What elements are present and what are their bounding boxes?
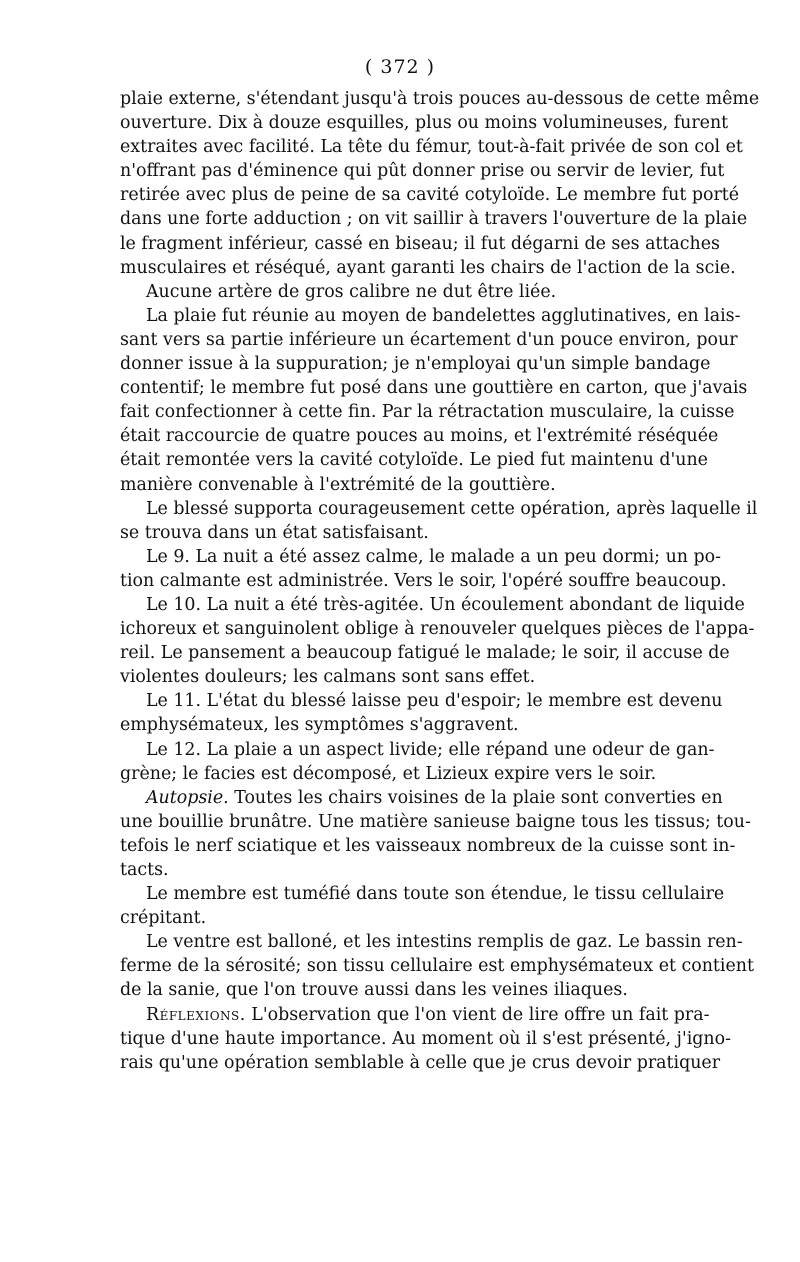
text-line: Le 12. La plaie a un aspect livide; elle répand une odeur de gan- bbox=[146, 739, 715, 760]
paragraph bbox=[120, 545, 727, 593]
text-line: se trouva dans un état satisfaisant. bbox=[120, 522, 429, 543]
text-line: ferme de la sérosité; son tissu cellulaire est emphysémateux et contient bbox=[120, 956, 754, 977]
text-line: fait confectionner à cette fin. Par la rétractation musculaire, la cuisse bbox=[120, 402, 735, 423]
paragraph bbox=[120, 1003, 731, 1075]
text-line: contentif; le membre fut posé dans une gouttière en carton, que j'avais bbox=[120, 378, 748, 399]
text-line bbox=[120, 786, 723, 810]
text-fragment: L'observation que l'on vient de lire offre un fait pra- bbox=[245, 1004, 710, 1025]
paragraph bbox=[120, 689, 723, 737]
text-line: sant vers sa partie inférieure un écartement d'un pouce environ, pour bbox=[120, 329, 738, 350]
text-line: ichoreux et sanguinolent oblige à renouveler quelques pièces de l'appa- bbox=[120, 619, 755, 640]
text-line: le fragment inférieur, cassé en biseau; il fut dégarni de ses attaches bbox=[120, 233, 720, 254]
text-line: crépitant. bbox=[120, 908, 207, 929]
body-text bbox=[120, 87, 760, 1075]
text-line: rais qu'une opération semblable à celle que je crus devoir pratiquer bbox=[120, 1052, 721, 1073]
text-line: retirée avec plus de peine de sa cavité cotyloïde. Le membre fut porté bbox=[120, 185, 740, 206]
text-line: donner issue à la suppuration; je n'employai qu'un simple bandage bbox=[120, 354, 711, 375]
text-line bbox=[120, 1003, 710, 1027]
text-line: de la sanie, que l'on trouve aussi dans les veines iliaques. bbox=[120, 980, 628, 1001]
text-line: Le membre est tuméfié dans toute son étendue, le tissu cellulaire bbox=[146, 884, 725, 905]
paragraph bbox=[120, 280, 682, 304]
text-line: extraites avec facilité. La tête du fémur, tout-à-fait privée de son col et bbox=[120, 137, 743, 158]
paragraph bbox=[120, 738, 715, 786]
page-number: ( 372 ) bbox=[364, 56, 436, 78]
paragraph bbox=[120, 882, 725, 930]
text-line: tacts. bbox=[120, 860, 169, 880]
text-fragment: Toutes les chairs voisines de la plaie sont converties en bbox=[228, 787, 723, 808]
paragraph bbox=[120, 304, 748, 497]
paragraph bbox=[120, 786, 751, 882]
paragraph bbox=[120, 930, 754, 1002]
paragraph bbox=[120, 593, 755, 689]
text-line: tique d'une haute importance. Au moment où il s'est présenté, j'igno- bbox=[120, 1028, 731, 1049]
text-line: Le 11. L'état du blessé laisse peu d'espoir; le membre est devenu bbox=[146, 691, 723, 712]
paragraph bbox=[120, 87, 760, 280]
text-line: dans une forte adduction ; on vit saillir à travers l'ouverture de la plaie bbox=[120, 209, 748, 230]
text-line: manière convenable à l'extrémité de la gouttière. bbox=[120, 474, 556, 495]
text-line: était remontée vers la cavité cotyloïde. Le pied fut maintenu d'une bbox=[120, 450, 708, 471]
text-line: était raccourcie de quatre pouces au moins, et l'extrémité réséquée bbox=[120, 426, 719, 447]
text-line: n'offrant pas d'éminence qui pût donner prise ou servir de levier, fut bbox=[120, 161, 725, 182]
paragraph bbox=[120, 497, 758, 545]
text-line: La plaie fut réunie au moyen de bandelettes agglutinatives, en lais- bbox=[146, 305, 741, 326]
text-line: ouverture. Dix à douze esquilles, plus ou moins volumineuses, furent bbox=[120, 113, 729, 134]
text-line: Le 10. La nuit a été très-agitée. Un écoulement abondant de liquide bbox=[146, 594, 745, 615]
text-line: plaie externe, s'étendant jusqu'à trois pouces au-dessous de cette même bbox=[120, 89, 760, 109]
text-line: Le 9. La nuit a été assez calme, le malade a un peu dormi; un po- bbox=[146, 546, 721, 567]
text-line: violentes douleurs; les calmans sont sans effet. bbox=[120, 667, 536, 688]
text-line: reil. Le pansement a beaucoup fatigué le malade; le soir, il accuse de bbox=[120, 643, 730, 664]
autopsie-heading: Autopsie. bbox=[146, 787, 229, 808]
text-line: une bouillie brunâtre. Une matière sanieuse baigne tous les tissus; tou- bbox=[120, 811, 751, 832]
reflexions-heading: Réflexions. bbox=[146, 1004, 246, 1025]
text-line: emphysémateux, les symptômes s'aggravent. bbox=[120, 715, 519, 736]
text-line: musculaires et réséqué, ayant garanti les chairs de l'action de la scie. bbox=[120, 257, 736, 278]
text-line: Aucune artère de gros calibre ne dut être liée. bbox=[146, 281, 557, 302]
text-line: Le blessé supporta courageusement cette opération, après laquelle il bbox=[146, 498, 758, 519]
text-line: tion calmante est administrée. Vers le soir, l'opéré souffre beaucoup. bbox=[120, 570, 727, 591]
text-line: tefois le nerf sciatique et les vaisseaux nombreux de la cuisse sont in- bbox=[120, 835, 736, 856]
text-line: Le ventre est balloné, et les intestins remplis de gaz. Le bassin ren- bbox=[146, 932, 743, 953]
text-line: grène; le facies est décomposé, et Lizieux expire vers le soir. bbox=[120, 763, 657, 784]
